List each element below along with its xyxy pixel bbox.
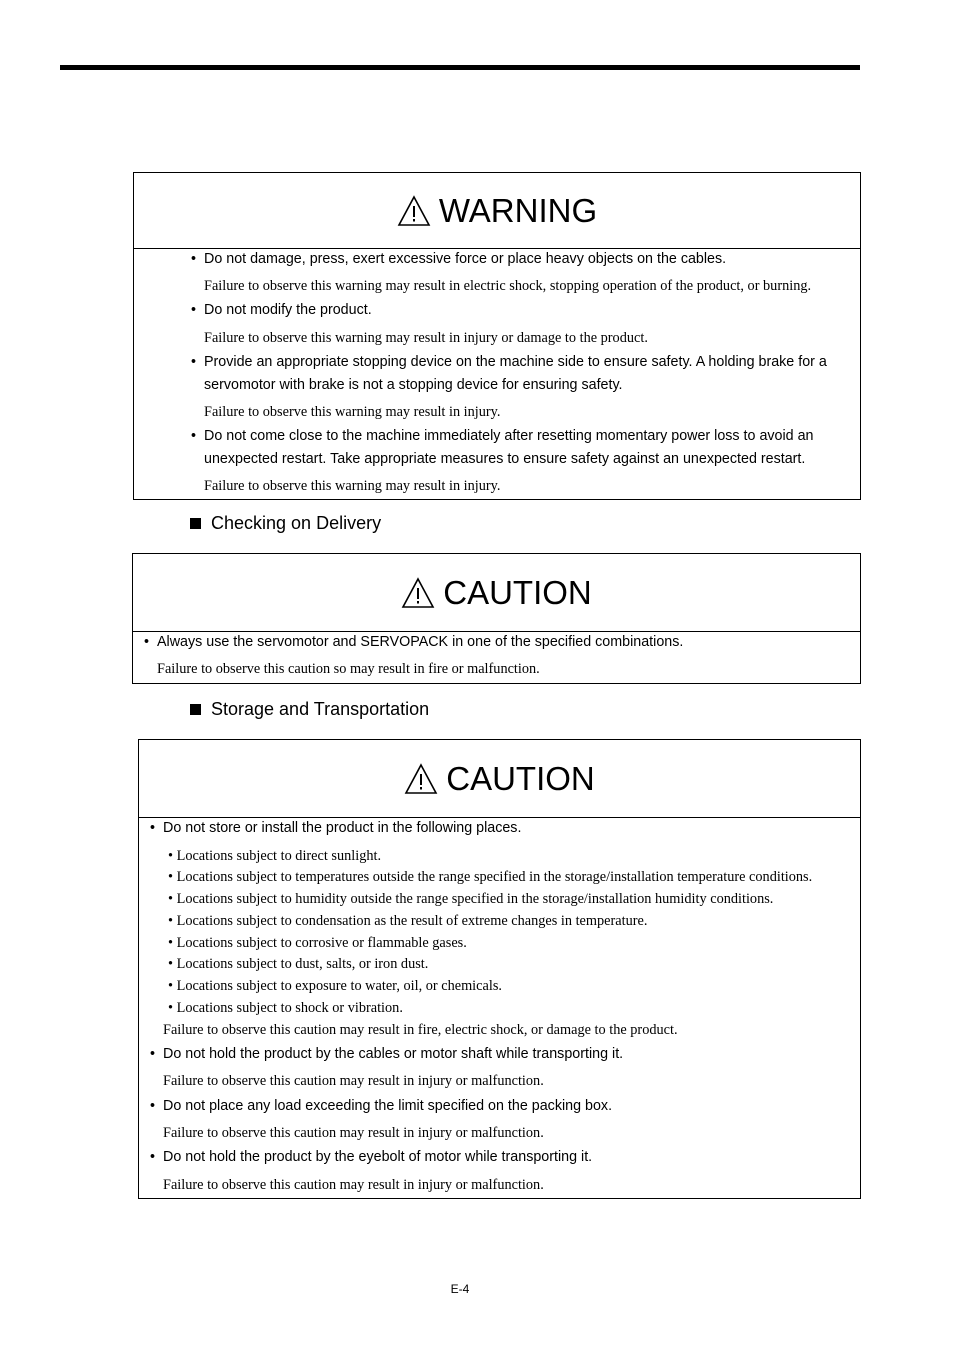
storage-item-1: Do not store or install the product in the following places. [163, 820, 522, 836]
bullet: • [150, 1149, 156, 1165]
square-bullet-icon [190, 518, 201, 529]
square-bullet-icon [190, 704, 201, 715]
storage-note-3: Failure to observe this caution may result in injury or malfunction. [163, 1125, 544, 1141]
warning-triangle-icon [401, 577, 435, 609]
location-item: • Locations subject to temperatures outside the range specified in the storage/installation temperature conditions. [168, 869, 813, 885]
bullet: • [150, 820, 156, 836]
warning-box [133, 172, 861, 500]
delivery-note-1: Failure to observe this caution so may result in fire or malfunction. [157, 661, 540, 677]
section-heading-storage [190, 699, 429, 720]
warning-note-1: Failure to observe this warning may result in electric shock, stopping operation of the product, or burning. [204, 278, 812, 294]
storage-item-3: Do not place any load exceeding the limit specified on the packing box. [163, 1098, 613, 1114]
warning-title: WARNING [438, 191, 598, 229]
storage-caution-title: CAUTION [446, 759, 595, 797]
location-item: • Locations subject to exposure to water, oil, or chemicals. [168, 978, 502, 994]
storage-note-2: Failure to observe this caution may result in injury or malfunction. [163, 1073, 544, 1089]
delivery-caution-title: CAUTION [443, 573, 592, 611]
section-heading-delivery [190, 513, 381, 534]
storage-heading: Storage and Transportation [211, 699, 430, 719]
storage-caution-box [138, 739, 861, 1199]
warning-item-1: Do not damage, press, exert excessive force or place heavy objects on the cables. [204, 251, 727, 267]
location-item: • Locations subject to dust, salts, or iron dust. [168, 956, 429, 972]
storage-note-4: Failure to observe this caution may result in injury or malfunction. [163, 1177, 544, 1193]
warning-item-4-cont: unexpected restart. Take appropriate measures to ensure safety against an unexpected restart. [204, 451, 806, 467]
warning-header [134, 173, 860, 249]
location-item: • Locations subject to corrosive or flammable gases. [168, 935, 467, 951]
warning-note-3: Failure to observe this warning may result in injury. [204, 404, 501, 420]
delivery-caution-box [132, 553, 861, 684]
warning-item-2: Do not modify the product. [204, 302, 372, 318]
delivery-caution-header [133, 554, 860, 632]
bullet: • [191, 428, 197, 444]
warning-note-2: Failure to observe this warning may result in injury or damage to the product. [204, 330, 648, 346]
location-item: • Locations subject to humidity outside the range specified in the storage/installation humidity conditions. [168, 891, 774, 907]
bullet: • [191, 302, 197, 318]
storage-caution-header [139, 740, 860, 818]
warning-triangle-icon [397, 195, 431, 227]
page-number: E-4 [450, 1282, 470, 1296]
warning-triangle-icon [404, 763, 438, 795]
warning-item-3-cont: servomotor with brake is not a stopping device for ensuring safety. [204, 377, 623, 393]
storage-item-2: Do not hold the product by the cables or motor shaft while transporting it. [163, 1046, 624, 1062]
location-item: • Locations subject to condensation as the result of extreme changes in temperature. [168, 913, 648, 929]
delivery-heading: Checking on Delivery [211, 513, 382, 533]
delivery-item-1: Always use the servomotor and SERVOPACK in one of the specified combinations. [157, 634, 684, 650]
location-item: • Locations subject to direct sunlight. [168, 848, 382, 864]
bullet: • [144, 634, 150, 650]
bullet: • [150, 1098, 156, 1114]
storage-item-4: Do not hold the product by the eyebolt of motor while transporting it. [163, 1149, 593, 1165]
top-rule [60, 65, 860, 70]
storage-note-1: Failure to observe this caution may result in fire, electric shock, or damage to the product. [163, 1022, 678, 1038]
location-item: • Locations subject to shock or vibration. [168, 1000, 403, 1016]
warning-item-3: Provide an appropriate stopping device on the machine side to ensure safety. A holding brake for a [204, 354, 827, 370]
warning-item-4: Do not come close to the machine immediately after resetting momentary power loss to avoid an [204, 428, 814, 444]
bullet: • [191, 354, 197, 370]
bullet: • [150, 1046, 156, 1062]
bullet: • [191, 251, 197, 267]
warning-note-4: Failure to observe this warning may result in injury. [204, 478, 501, 494]
